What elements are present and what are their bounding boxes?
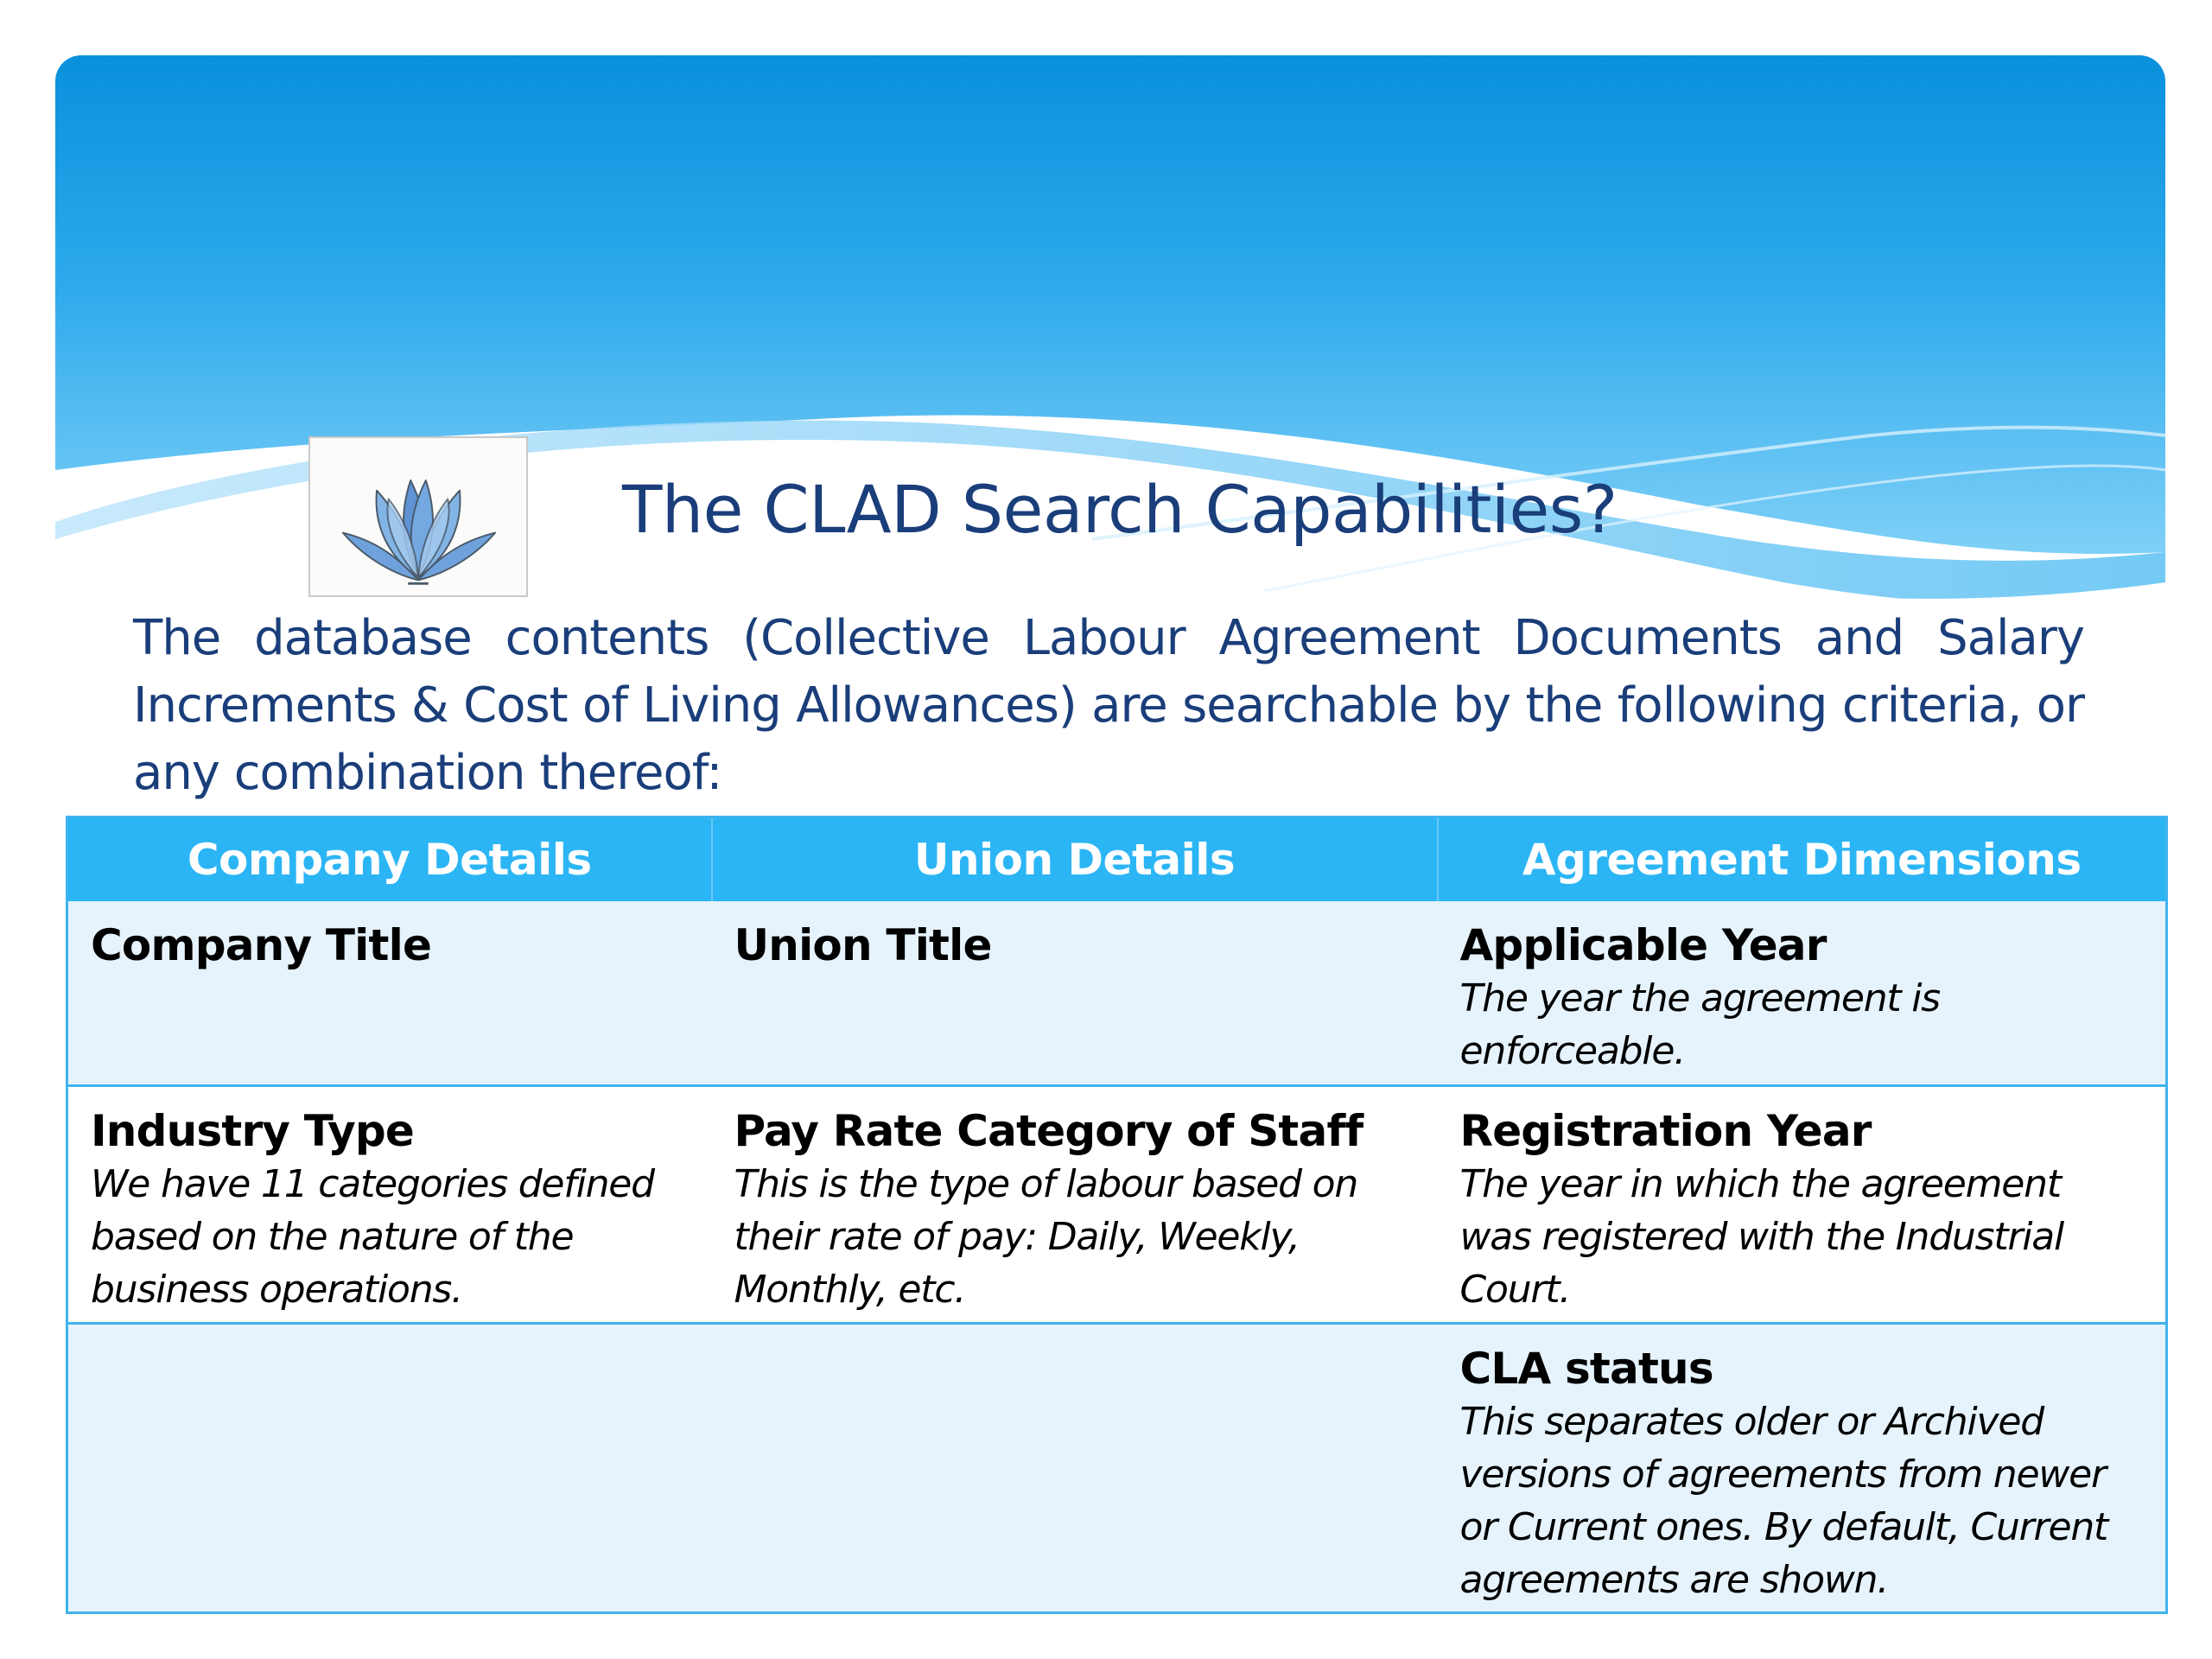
table-row (67, 1085, 2167, 1323)
criterion-title: Applicable Year (1459, 920, 1827, 970)
criterion-description: We have 11 categories defined based on the nature of the business operations. (91, 1161, 654, 1312)
table-row (67, 1323, 2167, 1612)
table-cell (1438, 1085, 2167, 1323)
slide-title: The CLAD Search Capabilities? (622, 471, 1618, 548)
table-cell (67, 1323, 712, 1612)
table-cell (712, 901, 1438, 1085)
criterion-description: The year the agreement is enforceable. (1459, 976, 1940, 1073)
table-header-row (67, 817, 2167, 902)
table-cell (1438, 1323, 2167, 1612)
criterion-title: Union Title (734, 920, 992, 970)
table-row (67, 901, 2167, 1085)
criterion-description: This separates older or Archived versions of agreements from newer or Current ones. By default, Current agreements are shown. (1459, 1399, 2108, 1602)
column-header-union-details: Union Details (712, 817, 1438, 902)
criterion-title: Pay Rate Category of Staff (734, 1105, 1363, 1156)
intro-paragraph: The database contents (Collective Labour Agreement Documents and Salary Increments & Cost of Living Allowances) are searchable by the following criteria, or any combination thereof: (133, 610, 2084, 801)
table-cell (67, 901, 712, 1085)
table-cell (712, 1085, 1438, 1323)
table-cell (712, 1323, 1438, 1612)
criterion-title: Company Title (91, 920, 432, 970)
criterion-description: This is the type of labour based on their rate of pay: Daily, Weekly, Monthly, etc. (734, 1161, 1358, 1312)
column-header-company-details: Company Details (67, 817, 712, 902)
criteria-table (66, 816, 2168, 1614)
lotus-icon (308, 436, 528, 597)
criterion-title: Industry Type (91, 1105, 414, 1156)
table-cell (67, 1085, 712, 1323)
column-header-agreement-dimensions: Agreement Dimensions (1438, 817, 2167, 902)
criterion-title: CLA status (1459, 1343, 1713, 1394)
criterion-title: Registration Year (1459, 1105, 1872, 1156)
criterion-description: The year in which the agreement was registered with the Industrial Court. (1459, 1161, 2064, 1312)
table-cell (1438, 901, 2167, 1085)
